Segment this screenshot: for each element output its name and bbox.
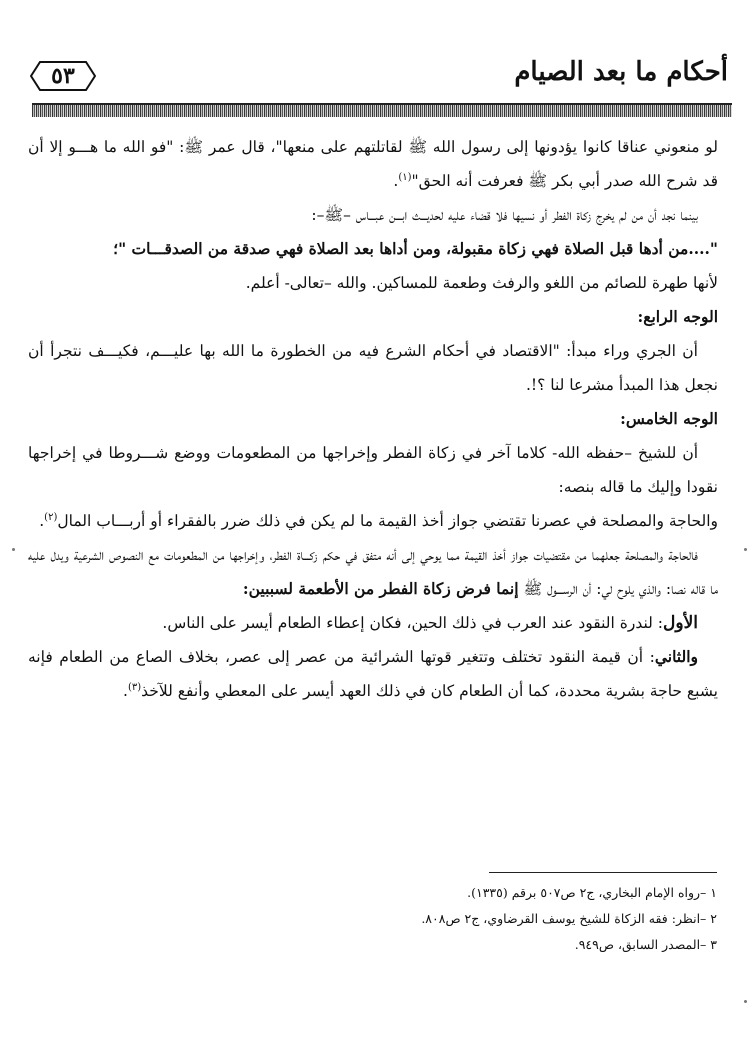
first-text: : لندرة النقود عند العرب في ذلك الحين، فكان إعطاء الطعام أيسر على الناس. <box>162 614 664 632</box>
p7-line1: فالحاجة والمصلحة جعلهما من مقتضيات جواز أخذ القيمة مما يوحي إلى أنه متفق في حكم زكـــاة <box>297 546 698 564</box>
footnote-ref-2: (٢) <box>44 511 58 523</box>
footnote-ref-1: (١) <box>398 171 412 183</box>
p1-line2: أن قد شرح الله صدر أبي بكر ﷺ فعرفت أنه الحق" <box>28 138 718 190</box>
p5-line2: في إخراجها نقودا وإليك ما قاله بنصه: <box>28 444 718 496</box>
p6-line1: والحاجة والمصلحة في عصرنا تقتضي جواز أخذ القيمة ما لم يكن في ذلك ضرر بالفقراء أو أربـــاب <box>96 512 718 530</box>
p6-line2: المال <box>57 512 92 530</box>
page-number-badge <box>30 61 96 91</box>
footnotes <box>57 880 717 958</box>
margin-dot <box>12 548 15 551</box>
footnote-2: ٢ –انظر: فقه الزكاة للشيخ يوسف القرضاوي، ج٢ ص٨٠٨. <box>421 911 717 926</box>
margin-dot <box>744 548 747 551</box>
paragraph-7 <box>28 538 718 606</box>
p5-line1: أن للشيخ –حفظه الله- كلاما آخر في زكاة الفطر وإخراجها من المطعومات ووضع شـــروطا <box>108 444 699 462</box>
first-label: الأول <box>663 613 698 633</box>
body-text <box>28 130 718 708</box>
paragraph-1: لو منعوني عناقا كانوا يؤدونها إلى رسول الله ﷺ لقاتلتهم على منعها"، قال عمر ﷺ: "فو الله ما هـــو إلا أن قد شرح الله صدر أبي بكر ﷺ فعرفت أنه الحق"$^{(١)}$. <box>28 138 718 190</box>
first-reason <box>28 606 718 640</box>
paragraph-5 <box>28 436 718 504</box>
page-header <box>22 55 732 103</box>
second-line2: يشبع حاجة بشرية محددة، كما أن الطعام كان في ذلك العهد أيسر على المعطي وأنفع للآخذ <box>141 682 718 700</box>
p4-line1: أن الجري وراء مبدأ: "الاقتصاد في أحكام الشرع فيه من الخطورة ما الله بها عليـــم، فكيـــف <box>88 342 698 360</box>
running-title: أحكام ما بعد الصيام <box>514 57 728 87</box>
hadith-quote: "....من أدها قبل الصلاة فهي زكاة مقبولة، ومن أداها بعد الصلاة فهي صدقة من الصدقـــات "؛ <box>113 239 718 258</box>
heading-fifth-aspect: الوجه الخامس: <box>620 409 718 428</box>
second-label: والثاني <box>654 647 698 666</box>
heading-fourth-aspect: الوجه الرابع: <box>637 307 718 326</box>
second-reason: والثاني: أن قيمة النقود تختلف وتتغير قوتها الشرائية من عصر إلى عصر، بخلاف الصاع من الطعام فإنه يشبع حاجة بشرية محددة، كما أن الطعام كان في ذلك العهد أيسر على المعطي وأنفع للآخذ$^{(٣)}$. <box>28 647 718 700</box>
paragraph-6: والحاجة والمصلحة في عصرنا تقتضي جواز أخذ القيمة ما لم يكن في ذلك ضرر بالفقراء أو أربـــاب المال$^{(٢)}$. <box>39 511 718 530</box>
footnote-3: ٣ –المصدر السابق، ص٩٤٩. <box>574 937 717 952</box>
paragraph-2 <box>28 198 718 232</box>
p7-line3-b: إنما فرض زكاة الفطر من الأطعمة لسببين: <box>242 579 519 598</box>
footnote-1: ١ –رواه الإمام البخاري، ج٢ ص٥٠٧ برقم (١٣٣٥). <box>467 885 717 900</box>
p4-line2: نتجرأ أن نجعل هذا المبدأ مشرعا لنا ؟!. <box>28 342 718 394</box>
p2-line1: بينما نجد أن من لم يخرج زكاة الفطر أو نسيها فلا قضاء عليه لحديـــث ابـــن عبـــاس –ﷺ–: <box>311 206 698 224</box>
paragraph-4 <box>28 334 718 402</box>
p2-line3: لأنها طهرة للصائم من اللغو والرفث وطعمة للمساكين. والله –تعالى- أعلم. <box>245 274 718 292</box>
p1-line1: لو منعوني عناقا كانوا يؤدونها إلى رسول الله ﷺ لقاتلتهم على منعها"، قال عمر ﷺ: "فو الله ما هـــو إلا <box>49 138 718 156</box>
second-text: : أن قيمة النقود تختلف وتتغير قوتها الشرائية من عصر إلى عصر، بخلاف الصاع من الطعام فإنه <box>28 648 655 666</box>
p7-line2: الفطر، وإخراجها من المطعومات مع النصوص الشرعية ويدل عليه ما قاله نصا: والذي يلوح لي: أن الرســـول <box>28 546 718 598</box>
footnote-ref-3: (٣) <box>127 681 142 693</box>
header-rule <box>32 103 732 117</box>
page-number: ٥٣ <box>51 63 75 89</box>
margin-dot <box>744 1000 747 1003</box>
p7-line3-a: ﷺ <box>518 580 543 598</box>
footnote-separator <box>489 872 717 873</box>
